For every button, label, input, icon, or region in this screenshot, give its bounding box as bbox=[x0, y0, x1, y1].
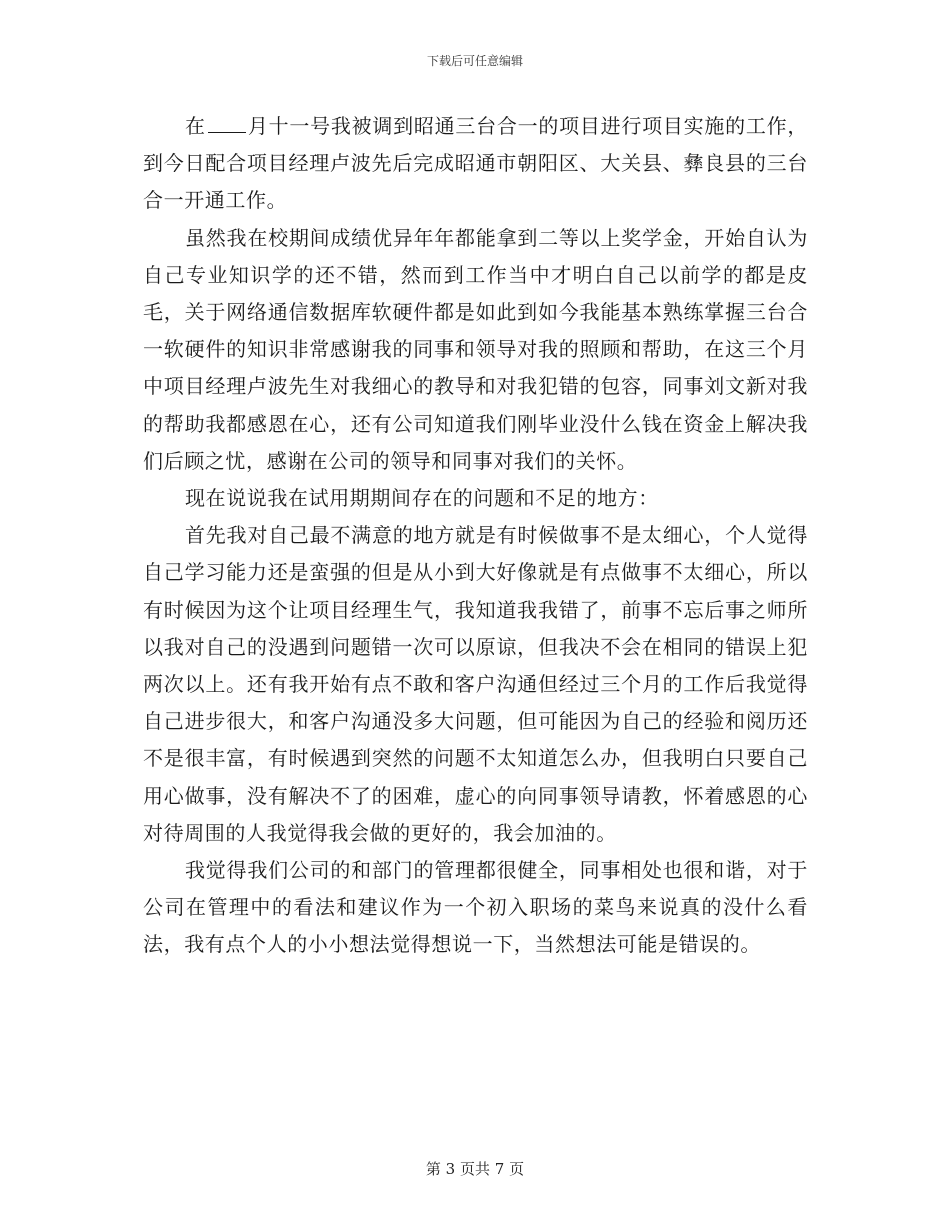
paragraph-4: 首先我对自己最不满意的地方就是有时候做事不是太细心，个人觉得自己学习能力还是蛮强的但是从小到大好像就是有点做事不太细心，所以有时候因为这个让项目经理生气，我知道我我错了，前事不忘后事之师所以我对自己的没遇到问题错一次可以原谅，但我决不会在相同的错误上犯两次以上。还有我开始有点不敢和客户沟通但经过三个月的工作后我觉得自己进步很大，和客户沟通没多大问题，但可能因为自己的经验和阅历还不是很丰富，有时候遇到突然的问题不太知道怎么办，但我明白只要自己用心做事，没有解决不了的困难，虚心的向同事领导请教，怀着感恩的心对待周围的人我觉得我会做的更好的，我会加油的。 bbox=[143, 523, 808, 845]
paragraph-5: 我觉得我们公司的和部门的管理都很健全，同事相处也很和谐，对于公司在管理中的看法和建议作为一个初入职场的菜鸟来说真的没什么看法，我有点个人的小小想法觉得想说一下，当然想法可能是错误的。 bbox=[143, 858, 808, 957]
page-header: 下载后可任意编辑 bbox=[426, 54, 523, 68]
document-body bbox=[143, 108, 808, 964]
paragraph-2: 虽然我在校期间成绩优异年年都能拿到二等以上奖学金，开始自认为自己专业知识学的还不错，然而到工作当中才明白自己以前学的都是皮毛，关于网络通信数据库软硬件都是如此到如今我能基本熟练掌握三台合一软硬件的知识非常感谢我的同事和领导对我的照顾和帮助，在这三个月中项目经理卢波先生对我细心的教导和对我犯错的包容，同事刘文新对我的帮助我都感恩在心，还有公司知道我们刚毕业没什么钱在资金上解决我们后顾之忧，感谢在公司的领导和同事对我们的关怀。 bbox=[143, 225, 808, 473]
paragraph-1-start: 在 bbox=[185, 114, 206, 138]
paragraph-1-rest: 月十一号我被调到昭通三台合一的项目进行项目实施的工作，到今日配合项目经理卢波先后完成昭通市朝阳区、大关县、彝良县的三台合一开通工作。 bbox=[143, 114, 808, 213]
paragraph-1 bbox=[143, 108, 808, 220]
paragraph-3: 现在说说我在试用期期间存在的问题和不足的地方： bbox=[185, 486, 659, 511]
page-footer: 第 3 页共 7 页 bbox=[425, 1160, 525, 1178]
fill-in-blank bbox=[208, 114, 246, 133]
